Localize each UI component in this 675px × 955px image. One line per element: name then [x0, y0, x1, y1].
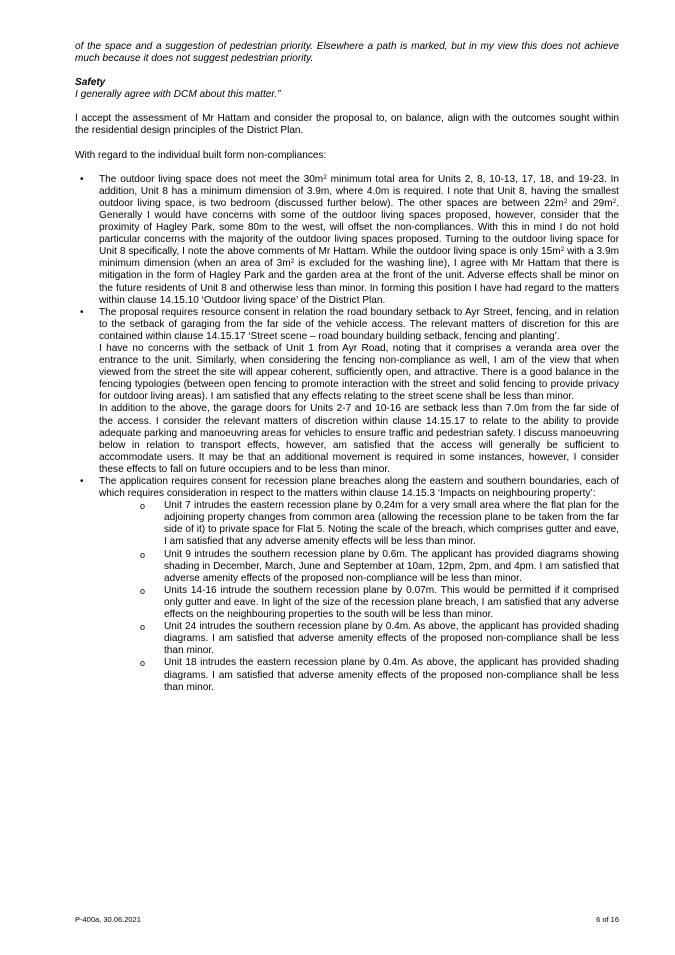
list-item	[75, 174, 619, 307]
quote-paragraph: of the space and a suggestion of pedestrian priority. Elsewhere a path is marked, but in my view this does not achieve much because it does not suggest pedestrian priority.	[75, 41, 619, 65]
circle-bullet-icon: o	[140, 585, 146, 596]
sub-list-item: o Unit 18 intrudes the eastern recession plane by 0.4m. As above, the applicant has provided shading diagrams. I am satisfied that adverse amenity effects of the proposed non-compliance shall be less than minor.	[140, 657, 619, 693]
safety-heading: Safety	[75, 77, 106, 89]
safety-text: I generally agree with DCM about this matter.”	[75, 89, 281, 101]
sub-list-item: o Unit 9 intrudes the southern recession plane by 0.6m. The applicant has provided diagrams showing shading in December, March, June and September at 10am, 12pm, 2pm, and 4pm. I am satisfied that adverse amenity effects of the proposed non-compliance will be less than minor.	[140, 548, 619, 584]
garage-paragraph: In addition to the above, the garage doors for Units 2-7 and 10-16 are setback less than 7.0m from the far side of the access. I consider the relevant matters of discretion within clause 14.15.17 to relate to the ability to provide adequate parking and manoeuvring areas for vehicles to ensure traffic and pedestrian safety. I discuss manoeuvring below in relation to transport effects, however, am satisfied that the access will generally be sufficient to accommodate users. It may be that an additional movement is required in some instances, however, I consider these effects to fall on future occupiers and to be less than minor.	[99, 403, 619, 475]
list-item	[75, 476, 619, 694]
circle-bullet-icon: o	[140, 501, 146, 512]
list-item	[75, 307, 619, 476]
regard-paragraph: With regard to the individual built form non-compliances:	[75, 149, 327, 161]
accept-paragraph: I accept the assessment of Mr Hattam and consider the proposal to, on balance, align with the outcomes sought within the residential design principles of the District Plan.	[75, 113, 619, 137]
setback-paragraph: I have no concerns with the setback of Unit 1 from Ayr Road, noting that it comprises a veranda area over the entrance to the unit. Similarly, when considering the fencing non-compliance as well, I am of the view that when viewed from the street the site will appear coherent, sufficiently open, and attractive. There is a good balance in the fencing typologies (between open fencing to promote interaction with the street and solid fencing to provide privacy for outdoor living areas). I am satisfied that any effects relating to the street scene shall be less than minor.	[99, 342, 619, 403]
sub-list-item: o Units 14-16 intrude the southern recession plane by 0.07m. This would be permitted if it comprised only gutter and eave. In light of the size of the recession plane breach, I am satisfied that any adverse effects on the neighbouring properties to the south will be less than minor.	[140, 584, 619, 621]
page-number: 6 of 16	[596, 915, 619, 924]
circle-bullet-icon: o	[140, 549, 146, 560]
sub-list-item: o Unit 7 intrudes the eastern recession plane by 0.24m for a very small area where the flat plan for the adjoining property changes from common area (allowing the recession plane to be taken from the far side of it) to private space for Flat 5. Noting the scale of the breach, which comprises gutter and eave, I am satisfied that any adverse amenity effects will be less than minor.	[140, 500, 619, 548]
recession-paragraph: The application requires consent for recession plane breaches along the eastern and southern boundaries, each of which requires consideration in respect to the matters within clause 14.15.3 ‘Impacts on neighbouring property’:	[99, 476, 619, 500]
recession-sublist	[99, 500, 619, 694]
document-page	[75, 41, 619, 694]
outdoor-living-paragraph: The outdoor living space does not meet the $30m^2$ minimum total area for Units 2, 8, 10-13, 17, 18, and 19-23. In addition, Unit 8 has a minimum dimension of 3.9m, where 4.0m is required. I note that Unit 8, having the smallest outdoor living space, is two bedroom (discussed further below). The other spaces are between $22m^2$ and $29m^2$. Generally I would have concerns with some of the outdoor living spaces proposed, however, consider that the proximity of Hagley Park, some 80m to the west, will offset the non-compliances. With this in mind I do not hold particular concerns with the majority of the outdoor living spaces proposed. Turning to the outdoor living space for Unit 8 specifically, I note the above comments of Mr Hattam. While the outdoor living space is only $15m^2$ with a 3.9m minimum dimension (when an area of $3m^2$ is excluded for the washing line), I agree with Mr Hattam that there is mitigation in the form of Hagley Park and the garden area at the front of the unit. Adverse effects shall be minor on the future residents of Unit 8 and otherwise less than minor. In forming this position I have had regard to the matters within clause 14.15.10 ‘Outdoor living space’ of the District Plan.	[99, 173, 620, 306]
form-reference: P-400a, 30.06.2021	[75, 915, 141, 924]
sub-list-item: o Unit 24 intrudes the southern recession plane by 0.4m. As above, the applicant has provided shading diagrams. I am satisfied that adverse amenity effects of the proposed non-compliance shall be less than minor.	[140, 621, 619, 657]
non-compliance-list	[75, 174, 619, 694]
street-scene-paragraph: The proposal requires resource consent in relation the road boundary setback to Ayr Street, fencing, and in relation to the setback of garaging from the far side of the vehicle access. The relevant matters of discretion for this are contained within clause 14.15.17 ‘Street scene – road boundary building setback, fencing and planting’.	[99, 306, 619, 342]
bullet-icon: •	[80, 476, 84, 487]
bullet-icon: •	[80, 173, 84, 185]
bullet-icon: •	[80, 306, 84, 318]
circle-bullet-icon: o	[140, 622, 146, 633]
circle-bullet-icon: o	[140, 658, 146, 669]
